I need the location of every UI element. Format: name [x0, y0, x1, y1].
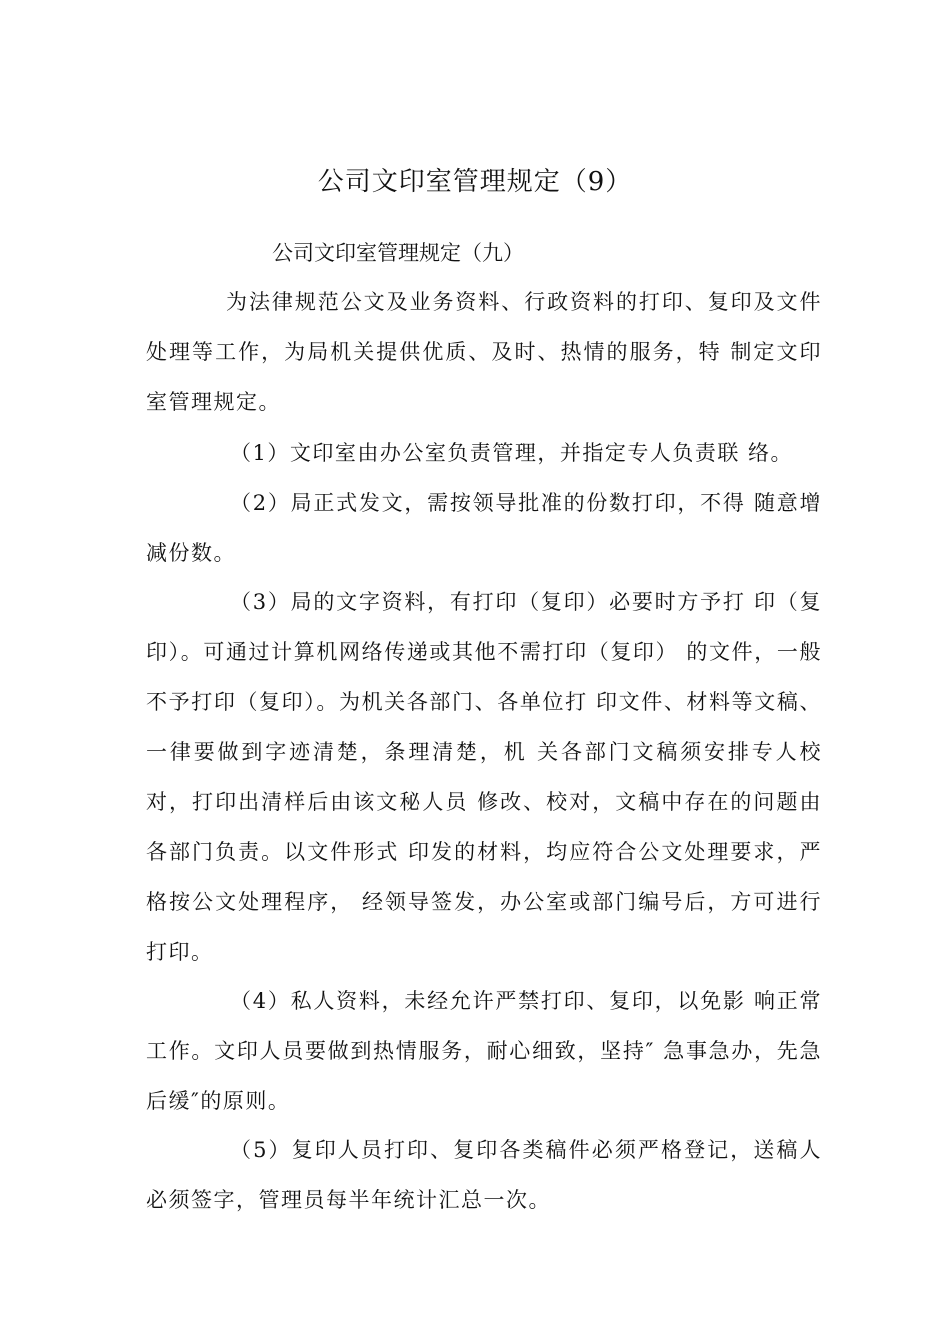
paragraph-intro: 为法律规范公文及业务资料、行政资料的打印、复印及文件处理等工作，为局机关提供优质、及时、热情的服务，特 制定文印室管理规定。 — [146, 290, 822, 414]
paragraph-item-1: （1）文印室由办公室负责管理，并指定专人负责联 络。 — [230, 441, 794, 465]
paragraph-item-4: （4）私人资料，未经允许严禁打印、复印，以免影 响正常工作。文印人员要做到热情服务，耐心细致，坚持″ 急事急办，先急后缓″的原则。 — [146, 989, 822, 1113]
paragraph-item-2: （2）局正式发文，需按领导批准的份数打印，不得 随意增减份数。 — [146, 491, 822, 565]
document-subtitle: 公司文印室管理规定（九） — [272, 241, 524, 265]
paragraph-item-5: （5）复印人员打印、复印各类稿件必须严格登记，送稿人必须签字，管理员每半年统计汇总一次。 — [146, 1138, 822, 1212]
document-title: 公司文印室管理规定（9） — [317, 167, 633, 197]
paragraph-item-3: （3）局的文字资料，有打印（复印）必要时方予打 印（复印）。可通过计算机网络传递或其他不需打印（复印） 的文件，一般不予打印（复印）。为机关各部门、各单位打 印文件、材料等文稿、一律要做到字迹清楚，条理清楚，机 关各部门文稿须安排专人校对，打印出清样后由该文秘人员 修改、校对，文稿中存在的问题由各部门负责。以文件形式 印发的材料，均应符合公文处理要求，严格按公文处理程序， 经领导签发，办公室或部门编号后，方可进行打印。 — [146, 590, 822, 964]
